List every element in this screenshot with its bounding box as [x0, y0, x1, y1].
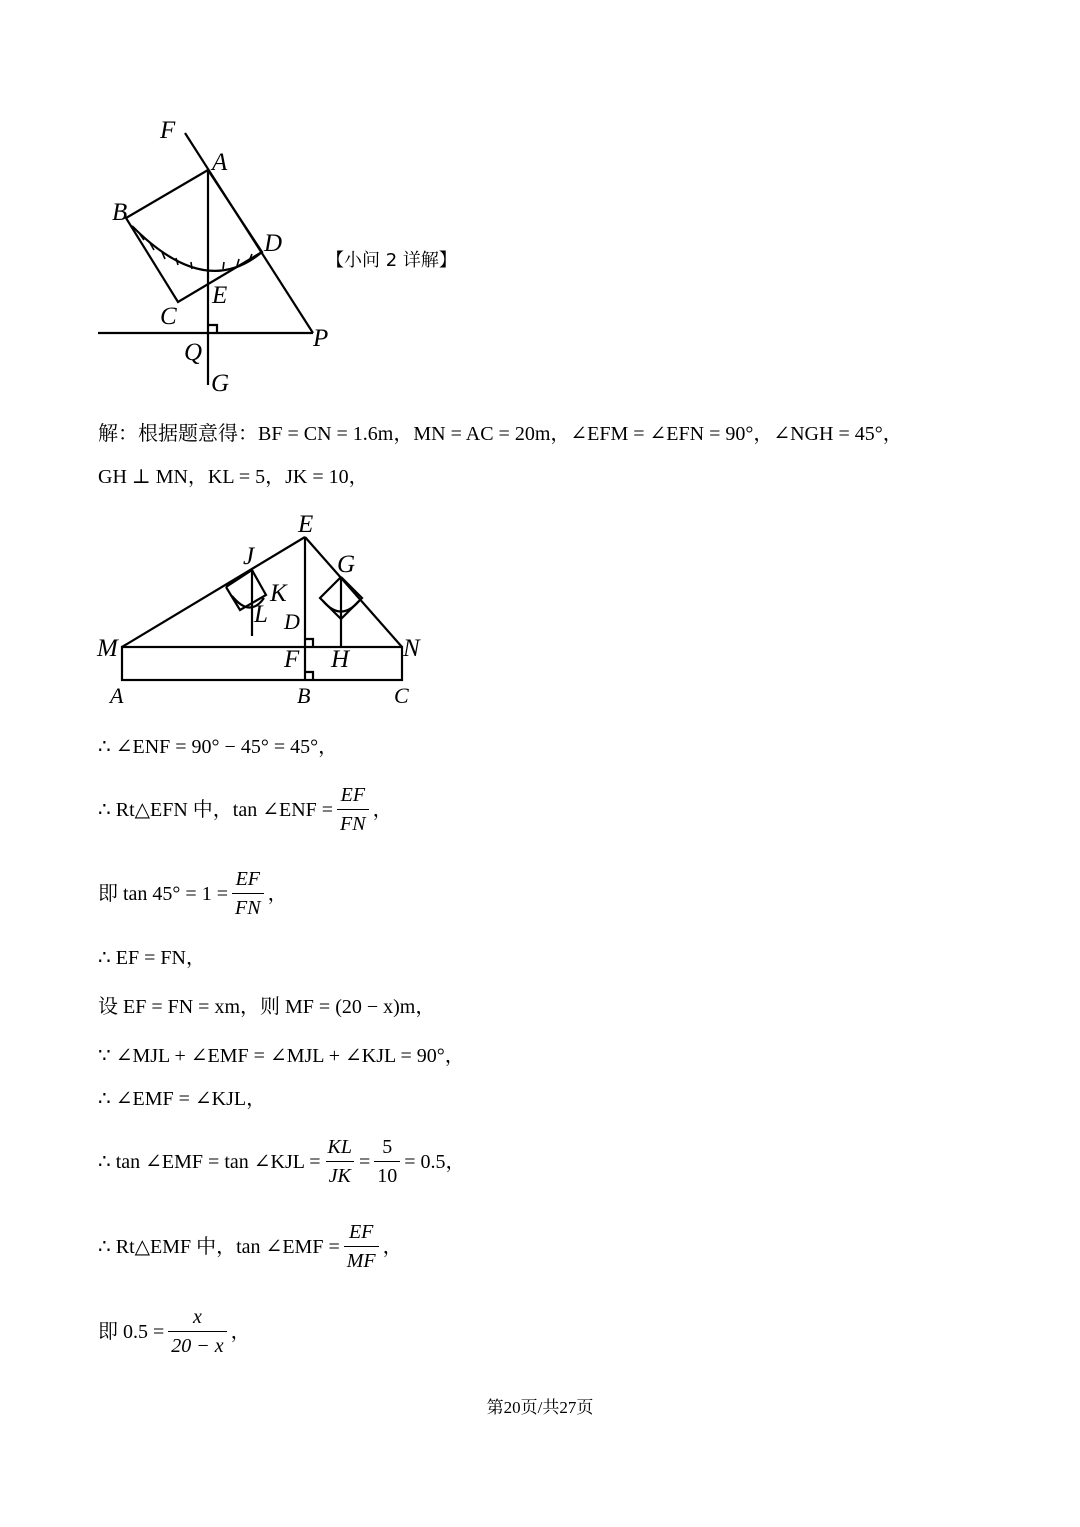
- fraction-denominator: 20 − x: [168, 1331, 226, 1358]
- line-4-prefix: ∴ Rt△EFN 中，tan ∠ENF =: [98, 798, 334, 821]
- label-Q: Q: [184, 339, 203, 366]
- line-5-prefix: 即 tan 45° = 1 =: [98, 882, 228, 905]
- text-line-11: [98, 1220, 403, 1273]
- fraction-denominator: JK: [326, 1161, 354, 1188]
- label-P: P: [313, 325, 329, 352]
- line-10-suffix: = 0.5，: [404, 1150, 466, 1173]
- label-H: H: [331, 646, 350, 673]
- label-L: L: [254, 601, 268, 628]
- page-number-footer: 第20页/共27页: [486, 1398, 594, 1417]
- fraction-numerator: x: [193, 1306, 202, 1328]
- label-N: N: [403, 635, 420, 662]
- figure-2-diagram: [0, 500, 460, 720]
- fraction-numerator: EF: [235, 868, 260, 890]
- fraction-5-over-10: [374, 1135, 400, 1188]
- line-12-suffix: ，: [230, 1320, 251, 1343]
- line-12-prefix: 即 0.5 =: [98, 1320, 165, 1343]
- fraction-numerator: KL: [327, 1136, 352, 1158]
- figure-1-diagram: [0, 0, 420, 410]
- label-D2: D: [284, 609, 300, 634]
- text-line-9: ∴ ∠EMF = ∠KJL，: [98, 1088, 267, 1110]
- label-J: J: [243, 543, 255, 570]
- label-K: K: [270, 580, 287, 607]
- label-A2: A: [110, 683, 124, 708]
- fraction-ef-over-fn-2: [232, 867, 264, 920]
- fraction-numerator: EF: [340, 784, 366, 806]
- label-B2: B: [297, 683, 311, 708]
- text-line-1: 解：根据题意得：BF = CN = 1.6m，MN = AC = 20m，∠EFM = ∠EFN = 90°，∠NGH = 45°，: [98, 423, 903, 445]
- text-line-7: 设 EF = FN = xm，则 MF = (20 − x)m，: [98, 996, 436, 1018]
- label-F2: F: [284, 646, 300, 673]
- line-4-suffix: ，: [372, 798, 393, 821]
- equals-sign: =: [358, 1150, 371, 1173]
- line-11-suffix: ，: [382, 1235, 403, 1258]
- label-M: M: [97, 635, 118, 662]
- fraction-x-over-20-minus-x: [168, 1305, 226, 1358]
- text-line-2: GH ⊥ MN，KL = 5，JK = 10，: [98, 466, 369, 488]
- line-10-prefix: ∴ tan ∠EMF = tan ∠KJL =: [98, 1150, 321, 1173]
- label-G: G: [211, 370, 230, 397]
- text-line-4: [98, 783, 393, 836]
- fraction-denominator: MF: [344, 1246, 379, 1273]
- text-line-3: ∴ ∠ENF = 90° − 45° = 45°，: [98, 736, 339, 758]
- fraction-numerator: EF: [348, 1221, 374, 1243]
- label-A: A: [212, 149, 228, 176]
- fraction-denominator: FN: [232, 893, 264, 920]
- line-11-prefix: ∴ Rt△EMF 中，tan ∠EMF =: [98, 1235, 340, 1258]
- fraction-kl-over-jk: [325, 1135, 355, 1188]
- line-5-suffix: ，: [267, 882, 288, 905]
- fraction-denominator: 10: [374, 1161, 400, 1188]
- label-G2: G: [337, 551, 356, 578]
- fraction-denominator: FN: [337, 809, 369, 836]
- label-D: D: [264, 230, 283, 257]
- fraction-numerator: 5: [382, 1136, 393, 1158]
- label-C: C: [160, 303, 177, 330]
- fraction-ef-over-mf: [344, 1220, 379, 1273]
- label-E2: E: [298, 511, 314, 538]
- label-F: F: [160, 117, 176, 144]
- text-line-12: [98, 1305, 251, 1358]
- fraction-ef-over-fn: [337, 783, 369, 836]
- sub-question-2-heading: 【小问 2 详解】: [326, 250, 457, 271]
- label-C2: C: [394, 683, 409, 708]
- label-E: E: [212, 282, 228, 309]
- text-line-6: ∴ EF = FN，: [98, 947, 206, 969]
- text-line-5: [98, 867, 288, 920]
- text-line-8: ∵ ∠MJL + ∠EMF = ∠MJL + ∠KJL = 90°，: [98, 1045, 465, 1067]
- text-line-10: [98, 1135, 466, 1188]
- label-B: B: [112, 199, 128, 226]
